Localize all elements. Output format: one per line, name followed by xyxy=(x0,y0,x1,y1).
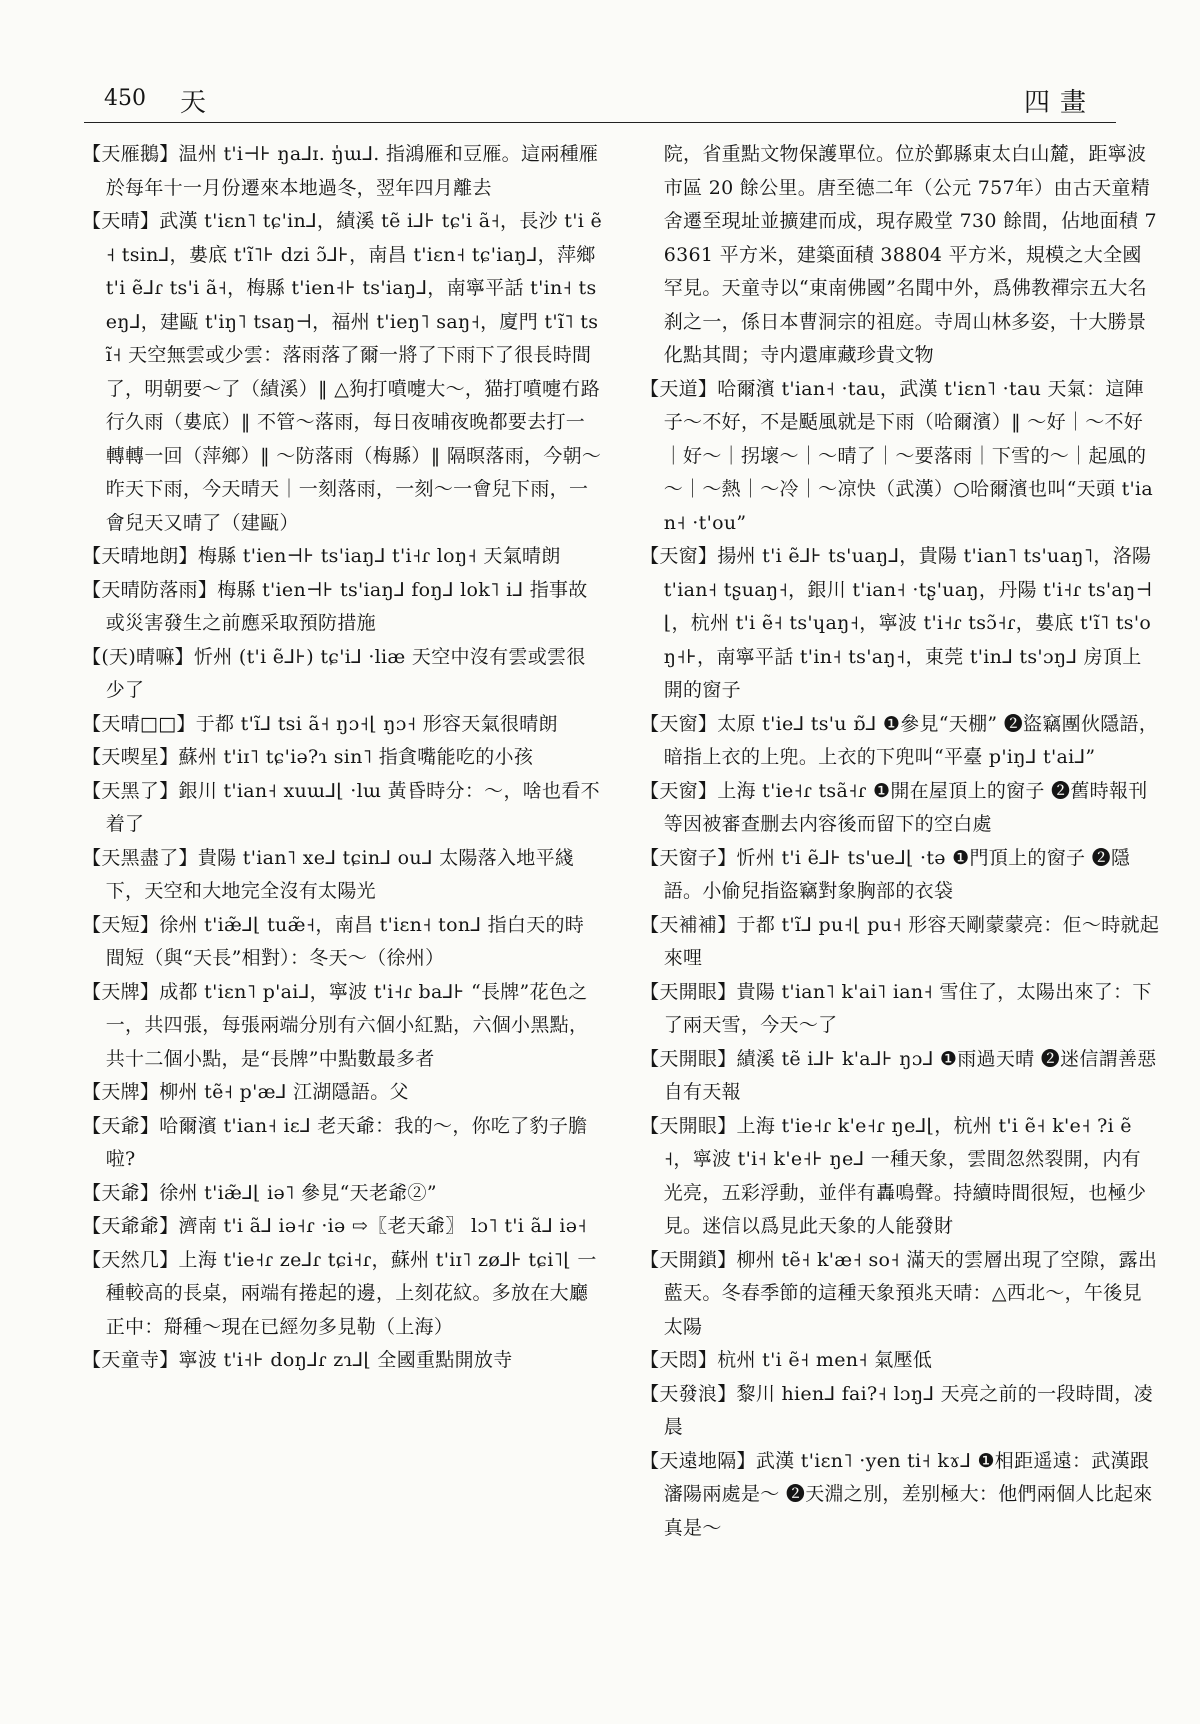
entry-body: 濟南 t'i ã⅃ iə˧ɾ ·iə ⇨〖老天爺〗 lɔ˥ t'i ã⅃ iə˧ xyxy=(178,1215,587,1237)
entry-body: 蘇州 t'iɪ˥ tɕ'iə?ɿ sin˥ 指貪嘴能吃的小孩 xyxy=(178,746,534,768)
right-column xyxy=(640,138,1160,1545)
dictionary-entry xyxy=(640,842,1160,909)
entry-headword: 【 天遠地隔 】 xyxy=(640,1450,756,1472)
dictionary-entry xyxy=(82,842,602,909)
entry-body: 貴陽 t'ian˥ xe⅃ tɕin⅃ ou⅃ 太陽落入地平綫下，天空和大地完全沒有太陽光 xyxy=(105,846,575,902)
page-number: 450 xyxy=(104,86,146,111)
entry-headword: 【 天爺爺 】 xyxy=(82,1215,179,1237)
entry-body: 上海 t'ie˧ɾ ze⅃ɾ tɕi˧ɾ，蘇州 t'iɪ˥ zø⅃⊦ tɕi˥⌊ 一種較高的長桌，兩端有捲起的邊，上刻花紋。多放在大廳正中：搿種～現在已經勿多見勒（上海） xyxy=(105,1248,597,1338)
entry-body: 上海 t'ie˧ɾ tsã˧ɾ ❶開在屋頂上的窗子 ❷舊時報刊等因被審查删去内容後而留下的空白處 xyxy=(663,779,1148,835)
entry-body: 于都 t'ĩ⅃ tsi ã˧ ŋɔ˧⌊ ŋɔ˧ 形容天氣很晴朗 xyxy=(195,712,558,735)
entry-body: 太原 t'ie⅃ ts'u ɒ̃⅃ ❶參見“天棚” ❷盜竊團伙隱語，暗指上衣的上兜。上衣的下兜叫“平臺 p'iŋ⅃ t'ai⅃” xyxy=(663,712,1159,768)
entry-body: 武漢 t'iɛn˥ tɕ'in⅃，績溪 tẽ i⅃⊦ tɕ'i ã˧，長沙 t'i ẽ˧ tsin⅃，婁底 t'ĩ˥⊦ dzi ɔ̃⅃⊦，南昌 t'iɛn˧ tɕ'iaŋ⅃，萍鄉 t'i ẽ⅃ɾ ts'i ã˧，梅縣 t'ien˧⊦ ts'iaŋ⅃，南寧平話 t'in˧ tseŋ⅃，建甌 t'iŋ˥ tsaŋ⊣，福州 t'ieŋ˥ saŋ˧，廈門 t'ĩ˥ ts ĩ˧ 天空無雲或少雲：落雨落了爾一將了下雨下了很長時間了，明朝要～了（績溪）‖ △狗打噴嚏大～，猫打噴嚏冇路行久雨（婁底）‖ 不管～落雨，每日夜晡夜晚都要去打一轉轉一回（萍鄉）‖ ～防落雨（梅縣）‖ 隔暝落雨，今朝～昨天下雨，今天晴天｜一刻落雨，一刻～一會兒下雨，一會兒天又晴了（建甌） xyxy=(105,210,603,534)
entry-body: 于都 t'ĩ⅃ pu˧⌊ pu˧ 形容天剛蒙蒙亮：佢～時就起來哩 xyxy=(663,913,1160,969)
entry-headword: 【 天晴防落雨 】 xyxy=(82,579,217,601)
dictionary-entry xyxy=(82,1177,602,1211)
left-column xyxy=(82,138,602,1378)
entry-headword: 【 天開鎖 】 xyxy=(640,1249,737,1271)
dictionary-entry xyxy=(82,741,602,775)
dictionary-entry xyxy=(82,205,602,540)
section-title: 四畫 xyxy=(1023,88,1096,118)
entry-headword: 【 天道 】 xyxy=(640,378,717,400)
entry-headword: 【 天晴□□ 】 xyxy=(82,713,196,735)
page-header xyxy=(84,78,1116,123)
dictionary-entry xyxy=(640,708,1160,775)
entry-headword: 【 天牌 】 xyxy=(82,981,159,1003)
dictionary-entry xyxy=(640,540,1160,708)
dictionary-entry xyxy=(82,708,602,742)
entry-headword: 【 天晴地朗 】 xyxy=(82,545,198,567)
entry-headword: 【 天爺 】 xyxy=(82,1182,159,1204)
dictionary-entry xyxy=(82,1110,602,1177)
entry-body: 銀川 t'ian˧ xuɯ⅃⌊ ·lɯ 黃昏時分：～，啥也看不着了 xyxy=(105,779,600,835)
entry-body: 温州 t'i⊣⊦ ŋa⅃ɪ. ŋ̍ɯ⅃. 指鴻雁和豆雁。這兩種雁於每年十一月份遷來本地過冬，翌年四月離去 xyxy=(105,143,599,199)
dictionary-entry xyxy=(640,1344,1160,1378)
dictionary-entry xyxy=(82,540,602,574)
head-character: 天 xyxy=(180,88,207,118)
entry-body: 貴陽 t'ian˥ k'ai˥ ian˧ 雪住了，太陽出來了：下了兩天雪，今天～了 xyxy=(663,980,1152,1036)
dictionary-entry xyxy=(82,1344,602,1378)
entry-headword: 【 天窗 】 xyxy=(640,780,717,802)
dictionary-entry xyxy=(640,1445,1160,1546)
entry-body: 徐州 t'iæ̃⅃⌊ tuæ̃˧，南昌 t'iɛn˧ ton⅃ 指白天的時間短（與“天長”相對）：冬天～（徐州） xyxy=(105,913,585,969)
dictionary-entry xyxy=(640,1043,1160,1110)
dictionary-entry xyxy=(82,976,602,1077)
entry-headword: 【 天開眼 】 xyxy=(640,1048,737,1070)
entry-body: 上海 t'ie˧ɾ k'e˧ɾ ŋe⅃⌊，杭州 t'i ẽ˧ k'e˧ ?i ẽ˧，寧波 t'i˧ k'e˧⊦ ŋe⅃ 一種天象，雲間忽然裂開，内有光亮，五彩浮動，並伴有轟鳴聲。持續時間很短，也極少見。迷信以爲見此天象的人能發財 xyxy=(663,1114,1147,1237)
entry-headword: 【 天悶 】 xyxy=(640,1349,717,1371)
entry-body: 成都 t'iɛn˥ p'ai⅃，寧波 t'i˧ɾ ba⅃⊦ “長牌”花色之一，共四張，每張兩端分別有六個小紅點，六個小黑點，共十二個小點，是“長牌”中點數最多者 xyxy=(105,980,589,1070)
entry-headword: 【 天牌 】 xyxy=(82,1081,159,1103)
entry-body: 柳州 tẽ˧ p'æ⅃ 江湖隱語。父 xyxy=(159,1081,409,1103)
entry-headword: 【 天喫星 】 xyxy=(82,746,179,768)
dictionary-entry xyxy=(82,1210,602,1244)
entry-headword: 【 天黑了 】 xyxy=(82,780,179,802)
entry-headword: 【 天發浪 】 xyxy=(640,1383,737,1405)
dictionary-entry xyxy=(82,574,602,641)
entry-headword: 【 天童寺 】 xyxy=(82,1349,179,1371)
entry-body: 寧波 t'i˧⊦ doŋ⅃ɾ zɿ⅃⌊ 全國重點開放寺 xyxy=(178,1349,513,1371)
entry-headword: 【 天窗子 】 xyxy=(640,847,737,869)
dictionary-entry xyxy=(82,138,602,205)
entry-headword: 【 天窗 】 xyxy=(640,713,717,735)
dictionary-entry xyxy=(640,775,1160,842)
entry-headword: 【 天補補 】 xyxy=(640,914,737,936)
entry-headword: 【 天爺 】 xyxy=(82,1115,159,1137)
dictionary-entry xyxy=(640,1110,1160,1244)
entry-body: 柳州 tẽ˧ k'æ˧ so˧ 滿天的雲層出現了空隙，露出藍天。冬春季節的這種天象預兆天晴：△西北～，午後見太陽 xyxy=(663,1248,1158,1338)
entry-body: 武漢 t'iɛn˥ ·yen ti˧ kɤ⅃ ❶相距遥遠：武漢跟瀋陽兩處是～ ❷天淵之別，差别極大：他們兩個人比起來真是～ xyxy=(663,1449,1153,1539)
entry-body: 杭州 t'i ẽ˧ men˧ 氣壓低 xyxy=(717,1349,933,1371)
entry-headword: 【 天短 】 xyxy=(82,914,159,936)
entry-headword: 【 天窗 】 xyxy=(640,545,717,567)
entry-body: 梅縣 t'ien⊣⊦ ts'iaŋ⅃ t'i˧ɾ loŋ˧ 天氣晴朗 xyxy=(197,545,561,567)
entry-body: 忻州 (t'i ẽ⅃⊦) tɕ'i⅃ ·liæ 天空中沒有雲或雲很少了 xyxy=(105,645,586,701)
entry-body: 揚州 t'i ẽ⅃⊦ ts'uaŋ⅃，貴陽 t'ian˥ ts'uaŋ˥，洛陽 t'ian˧ tʂuaŋ˧，銀川 t'ian˧ ·tʂ'uaŋ，丹陽 t'i˧ɾ ts'aŋ⊣⌊，杭州 t'i ẽ˧ ts'ɥaŋ˧，寧波 t'i˧ɾ tsɔ̃˧ɾ，婁底 t'ĩ˥ ts'oŋ˧⊦，南寧平話 t'in˧ ts'aŋ˧，東莞 t'in⅃ ts'ɔŋ⅃ 房頂上開的窗子 xyxy=(663,545,1153,701)
entry-headword: 【 天開眼 】 xyxy=(640,1115,737,1137)
dictionary-entry xyxy=(82,641,602,708)
entry-body: 梅縣 t'ien⊣⊦ ts'iaŋ⅃ foŋ⅃ lok˥ i⅃ 指事故或災害發生之前應采取預防措施 xyxy=(105,578,588,634)
entry-headword: 【 天然几 】 xyxy=(82,1249,179,1271)
dictionary-entry xyxy=(82,1244,602,1345)
entry-body: 哈爾濱 t'ian˧ ·tau，武漢 t'iɛn˥ ·tau 天氣：這陣子～不好，不是颳風就是下雨（哈爾濱）‖ ～好｜～不好｜好～｜拐壞～｜～晴了｜～要落雨｜下雪的～｜起風的～｜～熱｜～冷｜～凉快（武漢）○哈爾濱也叫“天頭 t'ian˧ ·t'ou” xyxy=(663,377,1154,534)
entry-headword: 【 天晴 】 xyxy=(82,210,159,232)
entry-body: 忻州 t'i ẽ⅃⊦ ts'ue⅃⌊ ·tə ❶門頂上的窗子 ❷隱語。小偷兒指盜竊對象胸部的衣袋 xyxy=(663,846,1131,902)
entry-headword: 【 (天)晴嘛 】 xyxy=(82,646,194,668)
dictionary-entry xyxy=(640,138,1160,373)
dictionary-entry xyxy=(640,1378,1160,1445)
dictionary-entry xyxy=(640,909,1160,976)
entry-body: 院，省重點文物保護單位。位於鄞縣東太白山麓，距寧波市區 20 餘公里。唐至德二年（公元 757年）由古天童精舍遷至現址並擴建而成，現存殿堂 730 餘間，佔地面積 76361 平方米，建築面積 38804 平方米，規模之大全國罕見。天童寺以“東南佛國”名聞中外，爲佛教禪宗五大名刹之一，係日本曹洞宗的祖庭。寺周山林多姿，十大勝景化點其間；寺内還庫藏珍貴文物 xyxy=(663,143,1157,366)
entry-headword: 【 天開眼 】 xyxy=(640,981,737,1003)
entry-headword: 【 天黑盡了 】 xyxy=(82,847,198,869)
dictionary-entry xyxy=(82,775,602,842)
dictionary-entry xyxy=(82,1076,602,1110)
entry-body: 哈爾濱 t'ian˧ iɛ⅃ 老天爺：我的～，你吃了豹子膽啦? xyxy=(105,1114,588,1170)
dictionary-entry xyxy=(640,373,1160,541)
dictionary-entry xyxy=(82,909,602,976)
entry-body: 黎川 hien⅃ fai?˧ lɔŋ⅃ 天亮之前的一段時間，凌晨 xyxy=(663,1382,1153,1438)
entry-headword: 【 天雁鵝 】 xyxy=(82,143,179,165)
dictionary-entry xyxy=(640,976,1160,1043)
entry-body: 徐州 t'iæ̃⅃⌊ iə˥ 參見“天老爺②” xyxy=(159,1181,437,1204)
entry-body: 績溪 tẽ i⅃⊦ k'a⅃⊦ ŋɔ⅃ ❶雨過天晴 ❷迷信謂善惡自有天報 xyxy=(663,1047,1157,1103)
dictionary-entry xyxy=(640,1244,1160,1345)
